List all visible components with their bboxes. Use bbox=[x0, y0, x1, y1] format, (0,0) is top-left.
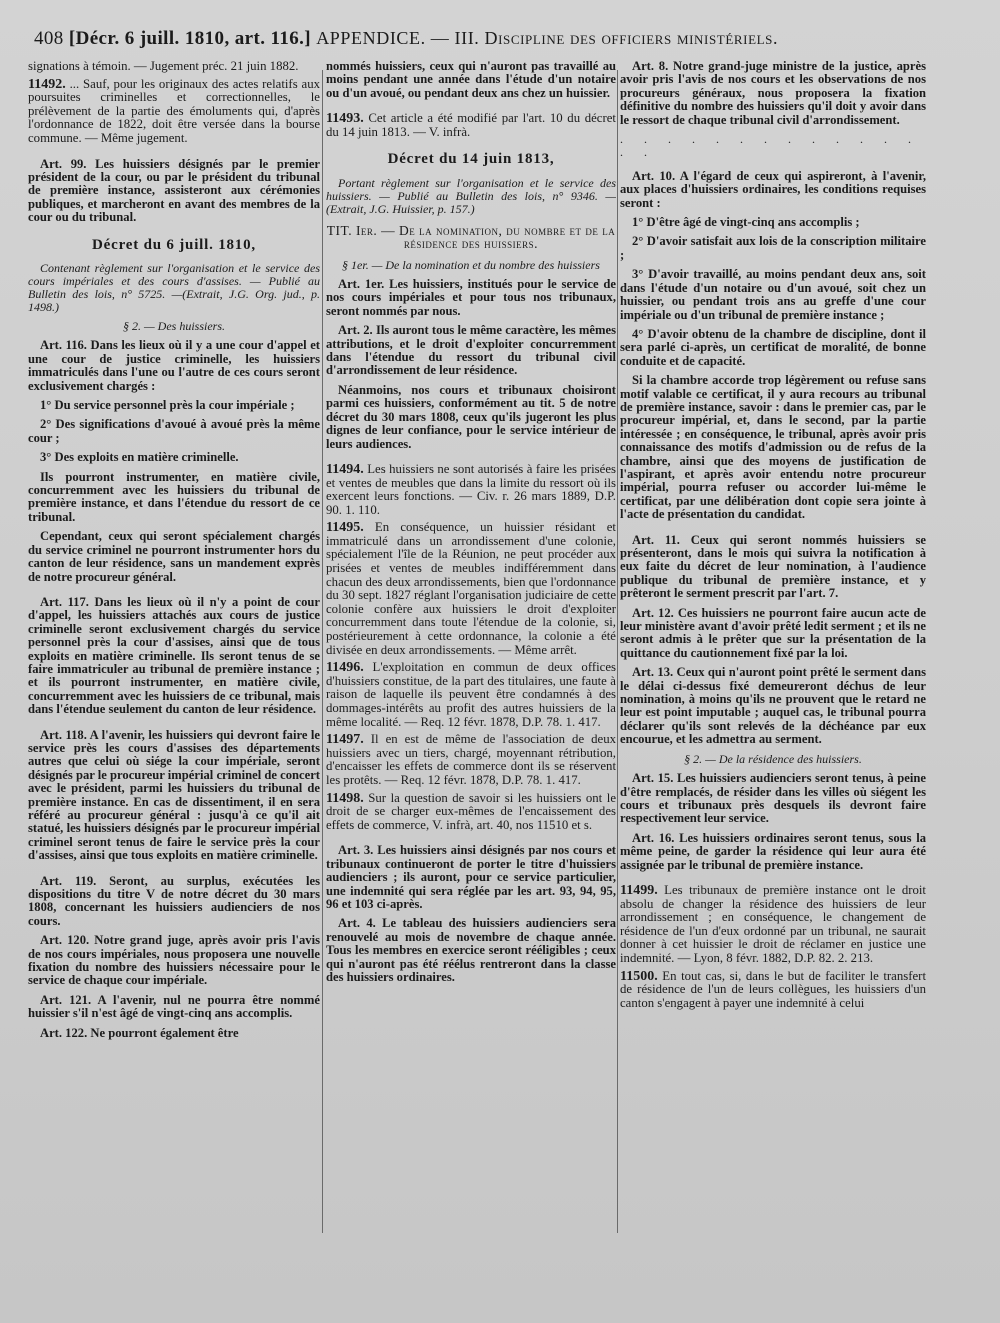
article-3: Art. 3. Les huissiers ainsi désignés par nos cours et tribunaux continueront de porter le titre d'huissiers audienciers ; ils auront, pour ce service particulier, une indemnité qui sera réglée par les art. 93, 94, 95, 96 et 103 ci-après. bbox=[326, 843, 616, 911]
article-paragraph: Ils pourront instrumenter, en matière civile, concurremment avec les huissiers du tribunal de première instance, et dans l'étendue du ressort de ce tribunal. bbox=[28, 469, 320, 524]
column-divider-1 bbox=[322, 70, 323, 1233]
article-paragraph: 2° D'avoir satisfait aux lois de la conscription militaire ; bbox=[620, 234, 926, 262]
note-text: Les tribunaux de première instance ont le droit absolu de changer la résidence des huissiers de leur arrondissement ; en conséquence, le changement de résidence de l'un d'eux ordonné par un tribunal, ne saurait donner à cet huissier le droit de réclamer en justice une indemnité. — Lyon, 8 févr. 1882, D.P. 82. 2. 213. bbox=[620, 882, 926, 965]
note-number: 11496. bbox=[326, 660, 364, 676]
decree-description: Contenant règlement sur l'organisation et le service des cours impériales et des cours d'assises. — Publié au Bulletin des lois, n° 5725. —(Extrait, J.G. Org. jud., p. 1498.) bbox=[28, 261, 320, 314]
page-header bbox=[34, 28, 974, 58]
jurisprudence-note bbox=[326, 661, 616, 729]
header-title: APPENDICE. — III. Discipline des officiers ministériels. bbox=[316, 28, 779, 48]
note-number: 11494. bbox=[326, 461, 364, 477]
jurisprudence-note bbox=[326, 733, 616, 787]
article-13: Art. 13. Ceux qui n'auront point prêté le serment dans le délai ci-dessus fixé demeureront déchus de leur nomination, à moins qu'ils ne prouvent que le retard ne leur est point imputable ; auquel cas, le tribunal pourra déclarer qu'ils sont relevés de la déchéance par eux encourue, et les admettra au serment. bbox=[620, 665, 926, 747]
jurisprudence-note bbox=[326, 792, 616, 833]
note-number: 11492. bbox=[28, 76, 66, 92]
article-8: Art. 8. Notre grand-juge ministre de la justice, après avoir pris l'avis de nos cours et les observations de nos procureurs généraux, nous proposera la fixation définitive du nombre des huissiers qu'il doit y avoir dans le ressort de chaque tribunal civil d'arrondissement. bbox=[620, 60, 926, 127]
article-15: Art. 15. Les huissiers audienciers seront tenus, à peine d'être remplacés, de résider dans les villes où siégent les cours et tribunaux près desquels ils devront faire respectivement leur service. bbox=[620, 771, 926, 826]
article-paragraph: Si la chambre accorde trop légèrement ou refuse sans motif valable ce certificat, il y aura recours au tribunal de première instance, savoir : dans le premier cas, par le procureur impérial, et, dans le second, par la partie intéressée ; en conséquence, le tribunal, après avoir pris connaissance des motifs d'admission ou de refus de la chambre, ainsi que des moyens de justification de l'aspirant, et après avoir entendu notre procureur impérial, pourra refuser ou accorder lui-même le certificat, par une délibération dont copie sera jointe à l'acte de présentation du candidat. bbox=[620, 373, 926, 522]
column-3 bbox=[620, 60, 926, 1313]
column-2 bbox=[326, 60, 616, 1313]
decree-title: Décret du 6 juill. 1810, bbox=[92, 236, 256, 253]
article-1: Art. 1er. Les huissiers, institués pour le service de nos cours impériales et pour tous nos tribunaux, seront nommés par nous. bbox=[326, 277, 616, 318]
note-text: Il en est de même de l'association de deux huissiers avec un tiers, chargé, moyennant rétribution, d'encaisser les effets de commerce dont ils se réservent les protêts. — Req. 12 févr. 1878, D.P. 78. 1. 417. bbox=[326, 732, 616, 787]
note-text: Sur la question de savoir si les huissiers ont le droit de se charger eux-mêmes de l'encaissement des effets de commerce, V. infrà, art. 40, nos 11510 et s. bbox=[326, 790, 616, 832]
title-heading: TIT. Ier. — De la nomination, du nombre et de la résidence des huissiers. bbox=[326, 222, 616, 252]
article-117: Art. 117. Dans les lieux où il n'y a point de cour d'appel, les huissiers attachés aux cours de justice criminelle seront exclusivement chargés du service personnel près la cour d'assises, ainsi que de tous exploits en matière criminelle. Ils seront tenus de se faire immatriculer au tribunal de première instance ; et ils pourront instrumenter, en matière civile, concurremment avec les huissiers de ce tribunal, mais dans l'étendue seulement du canton de leur résidence. bbox=[28, 594, 320, 717]
note-number: 11493. bbox=[326, 111, 364, 127]
article-122: Art. 122. Ne pourront également être bbox=[40, 1025, 239, 1040]
note-number: 11499. bbox=[620, 882, 658, 898]
note-number: 11497. bbox=[326, 732, 364, 748]
note-text: L'exploitation en commun de deux offices d'huissiers constitue, de la part des titulaires, une faute à raison de laquelle ils peuvent être condamnés à des dommages-intérêts au profit des autres huissiers de la même localité. — Req. 12 févr. 1878, D.P. 78. 1. 417. bbox=[326, 660, 616, 729]
section-heading: § 1er. — De la nomination et du nombre des huissiers bbox=[342, 257, 600, 272]
article-paragraph: Cependant, ceux qui seront spécialement chargés du service criminel ne pourront instrumenter hors du canton de leur résidence, sans un mandement exprès de notre procureur général. bbox=[28, 529, 320, 584]
article-12: Art. 12. Ces huissiers ne pourront faire aucun acte de leur ministère avant d'avoir prêté ledit serment ; et ils ne seront admis à le prêter que sur la présentation de la quittance du cautionnement fixé par la loi. bbox=[620, 605, 926, 660]
article-11: Art. 11. Ceux qui seront nommés huissiers se présenteront, dans le mois qui suivra la notification à eux faite du décret de leur nomination, à l'audience publique du tribunal de première instance, et y prêteront le serment prescrit par l'art. 7. bbox=[620, 532, 926, 601]
article-10: Art. 10. A l'égard de ceux qui aspireront, à l'avenir, aux places d'huissiers ordinaires, les conditions requises seront : bbox=[620, 168, 926, 210]
ellipsis-separator: . . . . . . . . . . . . . . . bbox=[620, 132, 920, 160]
article-120: Art. 120. Notre grand juge, après avoir pris l'avis de nos cours impériales, nous proposera une nouvelle fixation du nombre des huissiers nécessaire pour le service de chaque cour impériale. bbox=[28, 933, 320, 988]
header-reference: [Décr. 6 juill. 1810, art. 116.] bbox=[68, 28, 312, 49]
section-heading: § 2. — De la résidence des huissiers. bbox=[684, 751, 862, 766]
article-paragraph: 1° Du service personnel près la cour impériale ; bbox=[40, 398, 295, 413]
article-119: Art. 119. Seront, au surplus, exécutées les dispositions du titre V de notre décret du 30 mars 1808, concernant les huissiers audienciers de nos cours. bbox=[28, 873, 320, 928]
page-number: 408 bbox=[34, 28, 64, 49]
article-paragraph: 1° D'être âgé de vingt-cinq ans accomplis ; bbox=[632, 215, 860, 230]
article-paragraph: 3° D'avoir travaillé, au moins pendant deux ans, soit dans l'étude d'un notaire ou d'un avoué, soit chez un huissier, ou pendant trois ans au greffe d'une cour impériale ou d'un tribunal de première instance ; bbox=[620, 267, 926, 322]
jurisprudence-note bbox=[620, 884, 926, 966]
jurisprudence-note bbox=[28, 78, 320, 146]
article-118: Art. 118. A l'avenir, les huissiers qui devront faire le service près les cours d'assises des départements autres que celui où siége la cour impériale, seront désignés par le procureur impérial criminel de concert avec le président, parmi les huissiers du tribunal de première instance. En cas de dissentiment, il en sera référé au procureur général : jusqu'à ce qu'il ait statué, les huissiers désignés par le procureur impérial criminel seront tenus de faire le service près la cour d'assises, ainsi que tous exploits en matière criminelle. bbox=[28, 727, 320, 863]
article-16: Art. 16. Les huissiers ordinaires seront tenus, sous la même peine, de garder la résidence qui leur aura été assignée par le tribunal de première instance. bbox=[620, 830, 926, 872]
column-divider-2 bbox=[617, 70, 618, 1233]
article-paragraph: 4° D'avoir obtenu de la chambre de discipline, dont il sera parlé ci-après, un certificat de moralité, de bonne conduite et de capacité. bbox=[620, 326, 926, 368]
article-2: Art. 2. Ils auront tous le même caractère, les mêmes attributions, et le droit d'exploiter concurremment dans l'étendue du ressort du tribunal civil d'arrondissement de leur résidence. bbox=[326, 323, 616, 378]
article-paragraph: 3° Des exploits en matière criminelle. bbox=[40, 450, 239, 465]
jurisprudence-note bbox=[326, 521, 616, 657]
article-paragraph: 2° Des significations d'avoué à avoué près la même cour ; bbox=[28, 417, 320, 445]
jurisprudence-note: signations à témoin. — Jugement préc. 21 juin 1882. bbox=[28, 60, 299, 73]
article-99: Art. 99. Les huissiers désignés par le premier président de la cour, ou par le président du tribunal de première instance, assisteront aux cérémonies publiques, et marcheront en avant des membres de la cour ou du tribunal. bbox=[28, 156, 320, 225]
article-paragraph: Néanmoins, nos cours et tribunaux choisiront parmi ces huissiers, conformément au tit. 5 de notre décret du 30 mars 1808, ceux qu'ils jugeront les plus dignes de leur confiance, pour le service intérieur de leurs audiences. bbox=[326, 382, 616, 451]
column-1 bbox=[28, 60, 320, 1313]
jurisprudence-note bbox=[326, 463, 616, 517]
note-text: En tout cas, si, dans le but de faciliter le transfert de résidence de l'un de leurs collègues, les huissiers d'un canton s'engagent à payer une indemnité à celui bbox=[620, 968, 926, 1010]
jurisprudence-note bbox=[620, 970, 926, 1011]
article-116: Art. 116. Dans les lieux où il y a une cour d'appel et une cour de justice criminelle, les huissiers immatriculés dans l'une ou l'autre de ces cours seront exclusivement chargés : bbox=[28, 338, 320, 393]
note-number: 11500. bbox=[620, 968, 658, 984]
note-text: ... Sauf, pour les originaux des actes relatifs aux poursuites criminelles et correctionnelles, le prélèvement de la partie des émoluments qui, d'après l'ordonnance de 1822, doit être versée dans la bourse commune. — Même jugement. bbox=[28, 76, 320, 145]
note-text: Les huissiers ne sont autorisés à faire les prisées et ventes de meubles que dans la limite du ressort où ils exercent leurs fonctions. — Civ. r. 26 mars 1889, D.P. 90. 1. 110. bbox=[326, 461, 616, 517]
article-4: Art. 4. Le tableau des huissiers audienciers sera renouvelé au mois de novembre de chaque année. Tous les membres en exercice seront rééligibles ; ceux qui n'auront pas été réélus rentreront dans la classe des huissiers ordinaires. bbox=[326, 916, 616, 984]
section-heading: § 2. — Des huissiers. bbox=[122, 319, 225, 333]
article-121: Art. 121. A l'avenir, nul ne pourra être nommé huissier s'il n'est âgé de vingt-cinq ans accomplis. bbox=[28, 992, 320, 1021]
note-number: 11495. bbox=[326, 520, 364, 536]
jurisprudence-note bbox=[326, 112, 616, 139]
decree-description: Portant règlement sur l'organisation et le service des huissiers. — Publié au Bulletin des lois, n° 9346. — (Extrait, J.G. Huissier, p. 157.) bbox=[326, 175, 616, 216]
decree-title: Décret du 14 juin 1813, bbox=[387, 151, 555, 168]
article-continuation: nommés huissiers, ceux qui n'auront pas travaillé au moins pendant une année dans l'étude d'un notaire ou d'un avoué, ou pendant deux ans chez un huissier. bbox=[326, 60, 616, 100]
note-number: 11498. bbox=[326, 790, 364, 806]
note-text: Cet article a été modifié par l'art. 10 du décret du 14 juin 1813. — V. infrà. bbox=[326, 111, 616, 139]
note-text: En conséquence, un huissier résidant et immatriculé dans un arrondissement d'une colonie, spécialement l'île de la Réunion, ne peut procéder aux prisées et ventes de meubles indifféremment dans chacun des deux arrondissements, bien que l'ordonnance du 30 sept. 1827 réglant l'organisation judiciaire de cette colonie confère aux huissiers le droit d'exploiter concurremment dans toute l'étendue de la colonie, si, postérieurement à cette ordonnance, la colonie a été divisée en deux arrondissements. — Même arrêt. bbox=[326, 520, 616, 657]
